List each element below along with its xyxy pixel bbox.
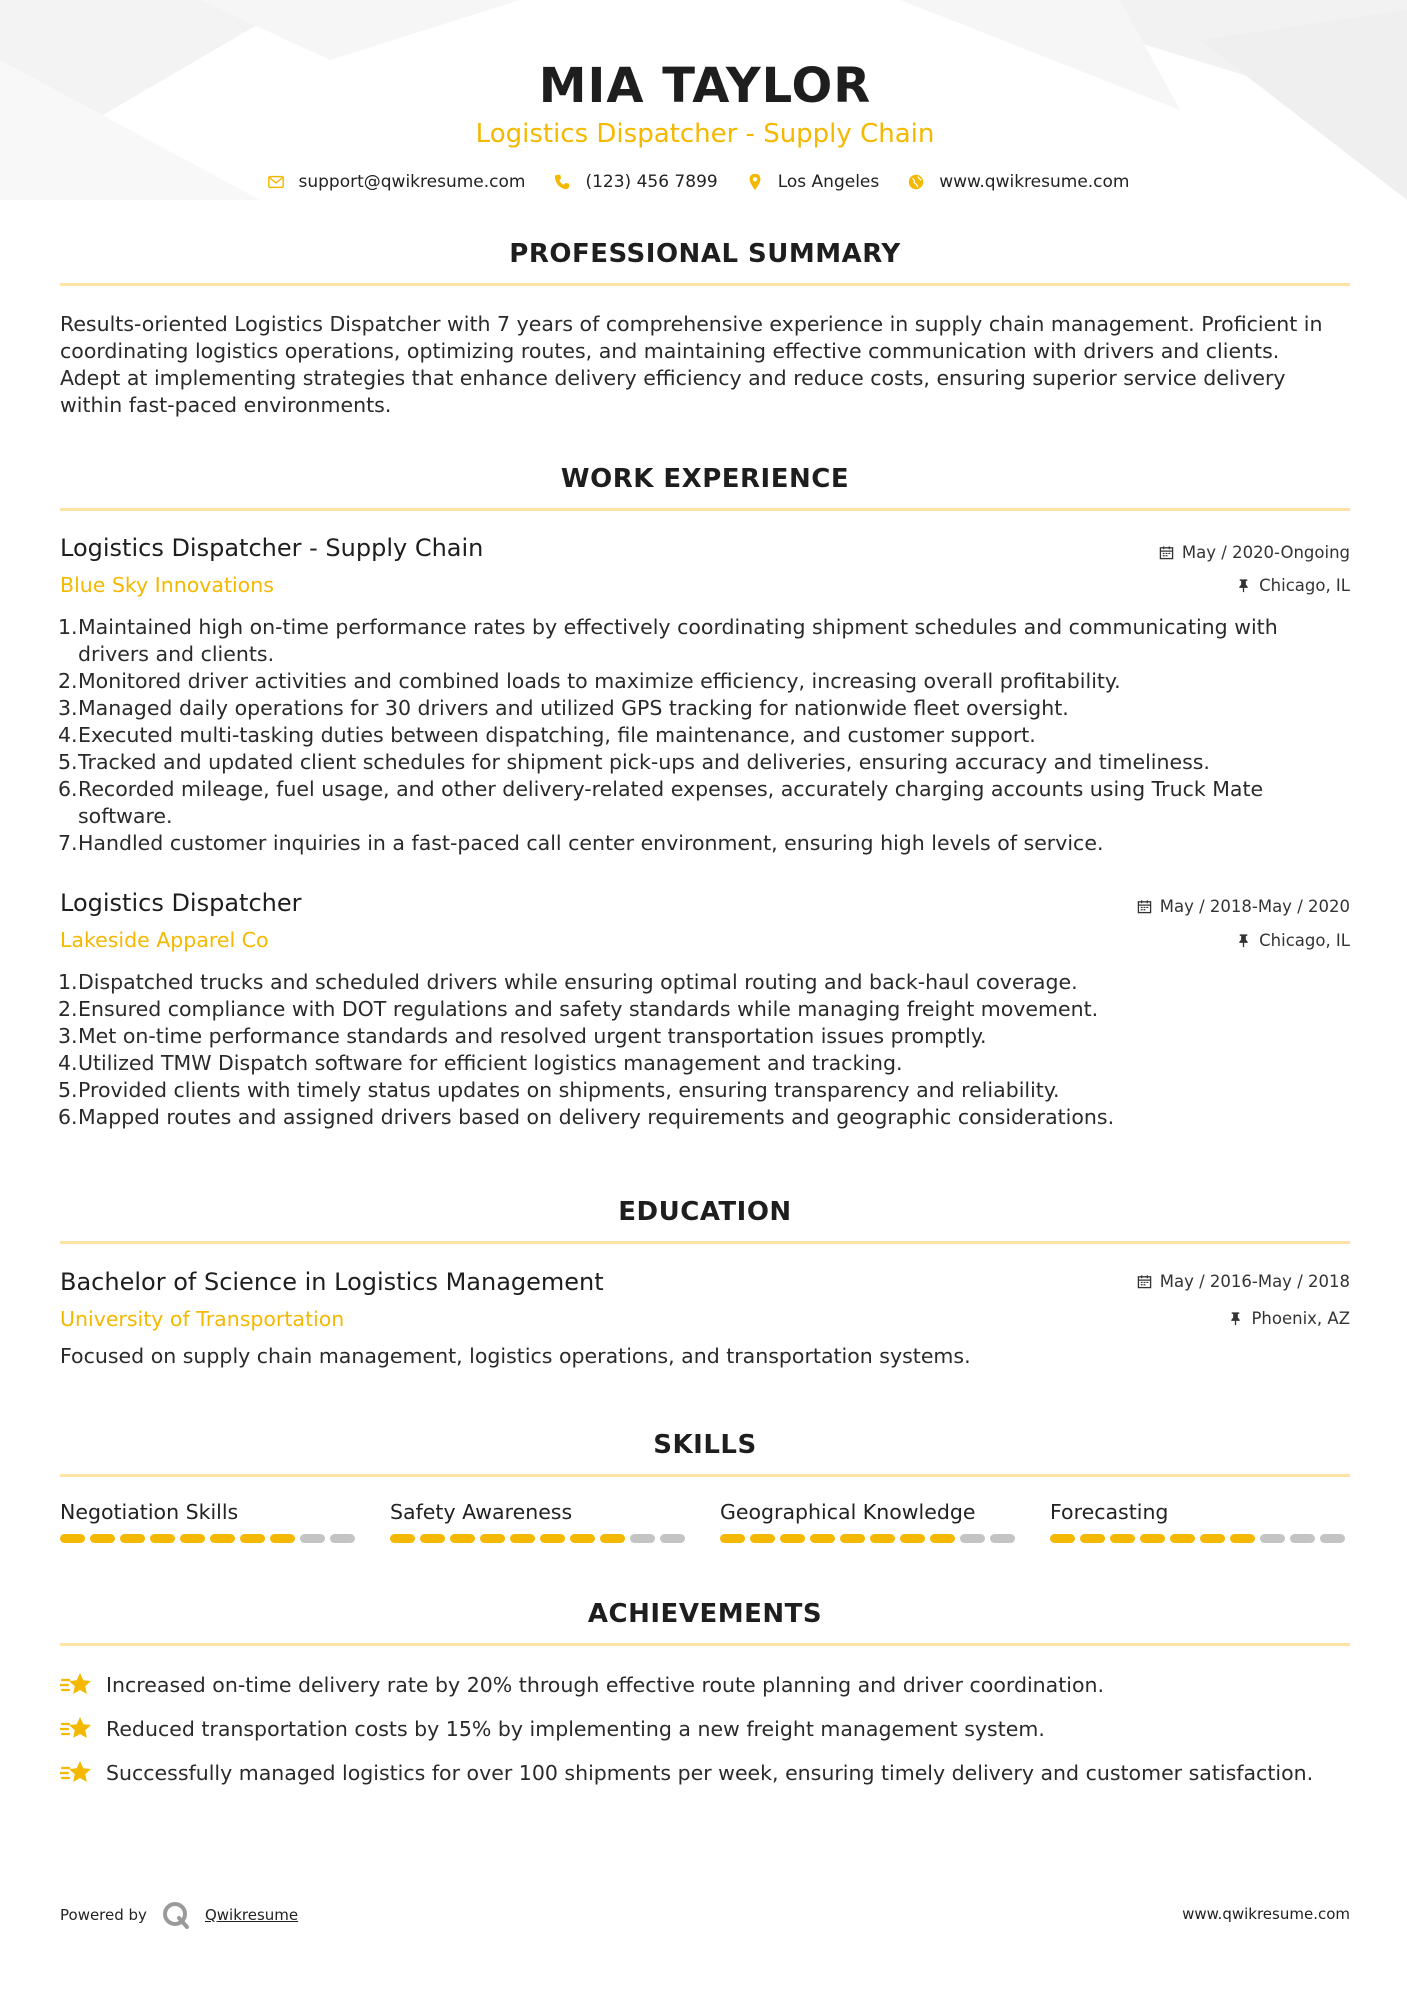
- job-dates: [1159, 543, 1350, 562]
- contact-location: [746, 172, 880, 192]
- job-title: Logistics Dispatcher - Supply Chain: [60, 534, 484, 562]
- bullet-item: [60, 1077, 1350, 1104]
- skill-dot-filled: [150, 1534, 175, 1543]
- phone-text: (123) 456 7899: [585, 172, 718, 192]
- bullet-item: [60, 722, 1350, 749]
- bullet-number: 5.: [58, 750, 78, 774]
- bullet-text: Maintained high on-time performance rates by effectively coordinating shipment schedules and communicating with: [78, 615, 1278, 639]
- skill-dot-filled: [870, 1534, 895, 1543]
- education-location: [1228, 1309, 1350, 1328]
- skill-dot-filled: [1170, 1534, 1195, 1543]
- education-dates-text: May / 2016-May / 2018: [1159, 1272, 1350, 1291]
- star-icon: [60, 1759, 94, 1787]
- achievement-text: Successfully managed logistics for over 100 shipments per week, ensuring timely delivery and customer satisfaction.: [106, 1761, 1314, 1785]
- footer-powered-by: [60, 1900, 298, 1930]
- skills-divider: [60, 1474, 1350, 1477]
- summary-heading: PROFESSIONAL SUMMARY: [509, 239, 901, 269]
- bullet-number: 3.: [58, 696, 78, 720]
- job-location: [1236, 931, 1350, 950]
- education-dates: [1137, 1272, 1350, 1291]
- phone-icon: [553, 173, 571, 191]
- bullet-number: 4.: [58, 1051, 78, 1075]
- bullet-text: Provided clients with timely status updates on shipments, ensuring transparency and reliability.: [78, 1078, 1060, 1102]
- bullet-item: [60, 996, 1350, 1023]
- bullet-item: [60, 776, 1350, 803]
- skill-item: [720, 1500, 1020, 1543]
- job-location: [1236, 576, 1350, 595]
- skill-dot-empty: [630, 1534, 655, 1543]
- bullet-item: [60, 1104, 1350, 1131]
- pushpin-icon: [1236, 578, 1251, 593]
- job-location-text: Chicago, IL: [1259, 576, 1350, 595]
- skill-dot-filled: [780, 1534, 805, 1543]
- star-icon: [60, 1671, 94, 1699]
- bullet-text: Utilized TMW Dispatch software for efficient logistics management and tracking.: [78, 1051, 903, 1075]
- bullet-text: drivers and clients.: [78, 642, 275, 666]
- job-dates-text: May / 2018-May / 2020: [1159, 897, 1350, 916]
- bullet-item: [60, 1050, 1350, 1077]
- bullet-text: Managed daily operations for 30 drivers and utilized GPS tracking for nationwide fleet oversight.: [78, 696, 1069, 720]
- achievements-divider: [60, 1643, 1350, 1646]
- skill-dot-empty: [660, 1534, 685, 1543]
- bullet-text: Mapped routes and assigned drivers based on delivery requirements and geographic considerations.: [78, 1105, 1115, 1129]
- degree-title: Bachelor of Science in Logistics Management: [60, 1268, 604, 1296]
- skill-dot-filled: [450, 1534, 475, 1543]
- education-location-text: Phoenix, AZ: [1251, 1309, 1350, 1328]
- summary-divider: [60, 283, 1350, 286]
- education-heading: EDUCATION: [618, 1197, 792, 1227]
- skill-dot-filled: [120, 1534, 145, 1543]
- bullet-text: Handled customer inquiries in a fast-paced call center environment, ensuring high levels of service.: [78, 831, 1104, 855]
- skill-dot-empty: [1320, 1534, 1345, 1543]
- email-text: support@qwikresume.com: [298, 172, 526, 192]
- summary-line: coordinating logistics operations, optimizing routes, and maintaining effective communication with drivers and clients.: [60, 339, 1280, 363]
- achievement-text: Increased on-time delivery rate by 20% through effective route planning and driver coordination.: [106, 1673, 1104, 1697]
- skill-dot-filled: [1200, 1534, 1225, 1543]
- skill-rating: [390, 1534, 690, 1543]
- bullet-number: 4.: [58, 723, 78, 747]
- skill-dot-filled: [480, 1534, 505, 1543]
- skill-dot-filled: [840, 1534, 865, 1543]
- skill-dot-filled: [540, 1534, 565, 1543]
- company-name: Lakeside Apparel Co: [60, 928, 269, 952]
- calendar-icon: [1159, 545, 1174, 560]
- skill-dot-filled: [1110, 1534, 1135, 1543]
- summary-line: within fast-paced environments.: [60, 393, 392, 417]
- bullet-item: [60, 1023, 1350, 1050]
- achievement-text: Reduced transportation costs by 15% by implementing a new freight management system.: [106, 1717, 1045, 1741]
- bullet-text: Recorded mileage, fuel usage, and other delivery-related expenses, accurately charging accounts using Truck Mate: [78, 777, 1264, 801]
- skill-dot-empty: [1290, 1534, 1315, 1543]
- bullet-number: 7.: [58, 831, 78, 855]
- powered-by-label: Powered by: [60, 1906, 147, 1924]
- pushpin-icon: [1228, 1311, 1243, 1326]
- skill-dot-filled: [1080, 1534, 1105, 1543]
- achievements-heading: ACHIEVEMENTS: [587, 1599, 823, 1629]
- skill-item: [60, 1500, 360, 1543]
- skills-heading: SKILLS: [653, 1430, 757, 1460]
- contact-website[interactable]: [907, 172, 1129, 192]
- skill-dot-filled: [750, 1534, 775, 1543]
- bullet-item: [60, 969, 1350, 996]
- skill-dot-filled: [930, 1534, 955, 1543]
- bullet-number: 5.: [58, 1078, 78, 1102]
- summary-line: Results-oriented Logistics Dispatcher with 7 years of comprehensive experience in supply chain management. Proficient in: [60, 312, 1323, 336]
- job-bullets: [60, 969, 1350, 1131]
- bullet-item: [60, 803, 1350, 830]
- skill-name: Forecasting: [1050, 1500, 1169, 1524]
- pushpin-icon: [1236, 933, 1251, 948]
- bullet-item: [60, 749, 1350, 776]
- achievement-item: [60, 1671, 1350, 1699]
- skill-dot-filled: [510, 1534, 535, 1543]
- education-description: Focused on supply chain management, logistics operations, and transportation systems.: [60, 1344, 971, 1368]
- company-name: Blue Sky Innovations: [60, 573, 274, 597]
- bullet-text: Executed multi-tasking duties between dispatching, file maintenance, and customer support.: [78, 723, 1036, 747]
- skill-dot-filled: [420, 1534, 445, 1543]
- job-dates: [1137, 897, 1350, 916]
- job-location-text: Chicago, IL: [1259, 931, 1350, 950]
- calendar-icon: [1137, 899, 1152, 914]
- skill-dot-empty: [330, 1534, 355, 1543]
- bullet-number: 3.: [58, 1024, 78, 1048]
- skills-grid: [60, 1500, 1350, 1543]
- contact-phone[interactable]: [553, 172, 717, 192]
- qwikresume-logo-icon: [161, 1900, 191, 1930]
- bullet-text: Dispatched trucks and scheduled drivers while ensuring optimal routing and back-haul coverage.: [78, 970, 1078, 994]
- candidate-name: MIA TAYLOR: [538, 58, 872, 114]
- skill-dot-empty: [990, 1534, 1015, 1543]
- skill-rating: [720, 1534, 1020, 1543]
- skill-dot-filled: [720, 1534, 745, 1543]
- job-dates-text: May / 2020-Ongoing: [1181, 543, 1350, 562]
- bullet-number: 6.: [58, 1105, 78, 1129]
- skill-dot-filled: [180, 1534, 205, 1543]
- skill-dot-filled: [60, 1534, 85, 1543]
- skill-dot-filled: [240, 1534, 265, 1543]
- website-text: www.qwikresume.com: [939, 172, 1130, 192]
- school-name: University of Transportation: [60, 1307, 345, 1331]
- bullet-number: 1.: [58, 615, 78, 639]
- summary-text: [60, 311, 1350, 419]
- skill-dot-empty: [960, 1534, 985, 1543]
- star-icon: [60, 1715, 94, 1743]
- job-bullets: [60, 614, 1350, 857]
- skill-dot-filled: [1050, 1534, 1075, 1543]
- skill-rating: [60, 1534, 360, 1543]
- achievement-item: [60, 1715, 1350, 1743]
- education-divider: [60, 1241, 1350, 1244]
- bullet-text: Tracked and updated client schedules for shipment pick-ups and deliveries, ensuring accuracy and timeliness.: [78, 750, 1210, 774]
- bullet-number: 2.: [58, 997, 78, 1021]
- skill-dot-filled: [1230, 1534, 1255, 1543]
- skill-dot-filled: [210, 1534, 235, 1543]
- experience-divider: [60, 508, 1350, 511]
- location-text: Los Angeles: [777, 172, 880, 192]
- bullet-text: Met on-time performance standards and resolved urgent transportation issues promptly.: [78, 1024, 987, 1048]
- skill-dot-filled: [900, 1534, 925, 1543]
- skill-name: Safety Awareness: [390, 1500, 573, 1524]
- bullet-text: software.: [78, 804, 173, 828]
- bullet-item: [60, 614, 1350, 641]
- skill-dot-filled: [90, 1534, 115, 1543]
- bullet-number: 2.: [58, 669, 78, 693]
- job-title: Logistics Dispatcher: [60, 889, 302, 917]
- skill-rating: [1050, 1534, 1350, 1543]
- candidate-title: Logistics Dispatcher - Supply Chain: [475, 119, 935, 149]
- achievement-item: [60, 1759, 1350, 1787]
- skill-dot-filled: [270, 1534, 295, 1543]
- summary-line: Adept at implementing strategies that enhance delivery efficiency and reduce costs, ensuring superior service delivery: [60, 366, 1286, 390]
- calendar-icon: [1137, 1274, 1152, 1289]
- bullet-item: [60, 830, 1350, 857]
- location-pin-icon: [746, 173, 764, 191]
- skill-dot-empty: [1260, 1534, 1285, 1543]
- bullet-item: [60, 695, 1350, 722]
- experience-heading: WORK EXPERIENCE: [560, 464, 850, 494]
- skill-dot-filled: [390, 1534, 415, 1543]
- skill-item: [1050, 1500, 1350, 1543]
- globe-icon: [907, 173, 925, 191]
- bullet-number: 1.: [58, 970, 78, 994]
- footer-website[interactable]: www.qwikresume.com: [1182, 1905, 1350, 1923]
- bullet-item: [60, 641, 1350, 668]
- bullet-number: 6.: [58, 777, 78, 801]
- contact-bar: [60, 172, 1350, 192]
- skill-dot-filled: [600, 1534, 625, 1543]
- skill-dot-empty: [300, 1534, 325, 1543]
- bullet-item: [60, 668, 1350, 695]
- skill-dot-filled: [810, 1534, 835, 1543]
- bullet-text: Ensured compliance with DOT regulations and safety standards while managing freight movement.: [78, 997, 1099, 1021]
- skill-item: [390, 1500, 690, 1543]
- skill-name: Negotiation Skills: [60, 1500, 239, 1524]
- skill-name: Geographical Knowledge: [720, 1500, 976, 1524]
- email-icon: [267, 173, 285, 191]
- skill-dot-filled: [1140, 1534, 1165, 1543]
- contact-email[interactable]: [267, 172, 526, 192]
- bullet-text: Monitored driver activities and combined loads to maximize efficiency, increasing overall profitability.: [78, 669, 1121, 693]
- skill-dot-filled: [570, 1534, 595, 1543]
- qwikresume-link[interactable]: Qwikresume: [204, 1906, 299, 1924]
